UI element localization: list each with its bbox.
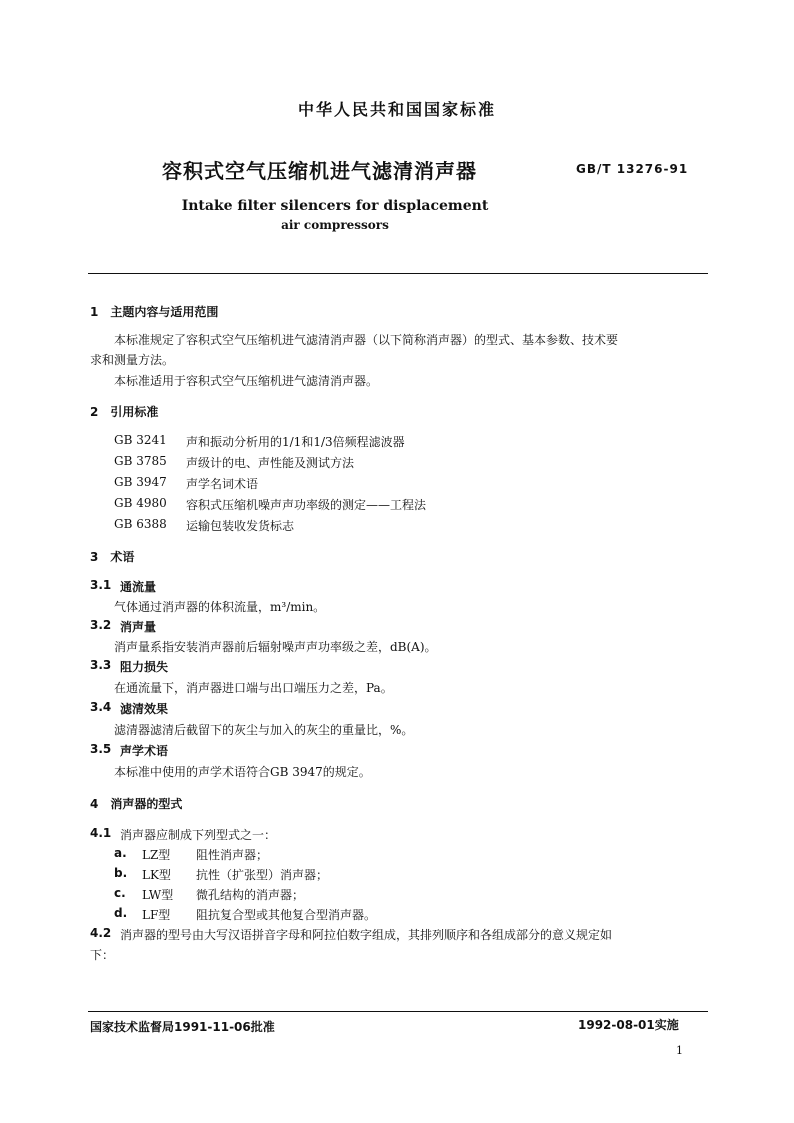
term-name: 声学术语: [120, 744, 169, 758]
type-letter: b.: [114, 866, 128, 880]
type-code: LW型: [142, 888, 174, 902]
header-divider: [88, 273, 708, 274]
reference-code: GB 3785: [114, 454, 167, 468]
term-definition: 气体通过消声器的体积流量，m³/min。: [114, 600, 326, 614]
standard-code: GB/T 13276-91: [576, 162, 689, 176]
section-1-paragraph-1-cont: 求和测量方法。: [90, 353, 175, 367]
type-letter: d.: [114, 906, 128, 920]
type-description: 抗性（扩张型）消声器；: [196, 868, 329, 882]
type-letter: c.: [114, 886, 126, 900]
term-name: 通流量: [120, 580, 157, 594]
type-description: 微孔结构的消声器；: [196, 888, 305, 902]
term-definition: 本标准中使用的声学术语符合GB 3947的规定。: [114, 765, 371, 779]
approval-note: 国家技术监督局1991-11-06批准: [90, 1020, 275, 1034]
term-definition: 消声量系指安装消声器前后辐射噪声声功率级之差，dB(A)。: [114, 640, 437, 654]
section-1-paragraph-2: 本标准适用于容积式空气压缩机进气滤清消声器。: [114, 374, 379, 388]
reference-code: GB 4980: [114, 496, 167, 510]
term-name: 阻力损失: [120, 660, 169, 674]
english-title-line-2: air compressors: [281, 218, 389, 232]
term-definition: 在通流量下，消声器进口端与出口端压力之差，Pa。: [114, 681, 393, 695]
type-code: LK型: [142, 868, 171, 882]
section-4-heading: 4 消声器的型式: [90, 797, 183, 811]
reference-title: 运输包装收发货标志: [186, 519, 295, 533]
english-title-line-1: Intake filter silencers for displacement: [181, 198, 489, 214]
section-1-paragraph-1: 本标准规定了容积式空气压缩机进气滤清消声器（以下简称消声器）的型式、基本参数、技术要: [114, 333, 619, 347]
issuer-heading: 中华人民共和国国家标准: [297, 100, 496, 119]
term-number: 3.3: [90, 658, 112, 672]
reference-code: GB 6388: [114, 517, 167, 531]
clause-4-2-text: 消声器的型号由大写汉语拼音字母和阿拉伯数字组成，其排列顺序和各组成部分的意义规定如: [120, 928, 613, 942]
type-description: 阻性消声器；: [196, 848, 269, 862]
section-1-heading: 1 主题内容与适用范围: [90, 305, 219, 319]
term-number: 3.4: [90, 700, 112, 714]
reference-code: GB 3947: [114, 475, 167, 489]
reference-code: GB 3241: [114, 433, 167, 447]
type-letter: a.: [114, 846, 127, 860]
reference-title: 容积式压缩机噪声声功率级的测定——工程法: [186, 498, 427, 512]
term-number: 3.5: [90, 742, 112, 756]
section-3-heading: 3 术语: [90, 550, 135, 564]
effective-date: 1992-08-01实施: [578, 1018, 679, 1032]
footer-divider: [88, 1011, 708, 1012]
document-title: 容积式空气压缩机进气滤清消声器: [162, 159, 477, 183]
term-name: 消声量: [120, 620, 157, 634]
term-name: 滤清效果: [120, 702, 169, 716]
reference-title: 声学名词术语: [186, 477, 259, 491]
page-number: 1: [676, 1044, 683, 1057]
term-number: 3.2: [90, 618, 112, 632]
type-code: LZ型: [142, 848, 171, 862]
term-definition: 滤清器滤清后截留下的灰尘与加入的灰尘的重量比，%。: [114, 723, 414, 737]
reference-title: 声和振动分析用的1/1和1/3倍频程滤波器: [186, 435, 405, 449]
term-number: 3.1: [90, 578, 112, 592]
clause-4-1-number: 4.1: [90, 826, 112, 840]
type-description: 阻抗复合型或其他复合型消声器。: [196, 908, 377, 922]
clause-4-2-text-cont: 下：: [90, 948, 115, 962]
reference-title: 声级计的电、声性能及测试方法: [186, 456, 355, 470]
type-code: LF型: [142, 908, 171, 922]
clause-4-2-number: 4.2: [90, 926, 112, 940]
section-2-heading: 2 引用标准: [90, 405, 159, 419]
clause-4-1-text: 消声器应制成下列型式之一：: [120, 828, 277, 842]
